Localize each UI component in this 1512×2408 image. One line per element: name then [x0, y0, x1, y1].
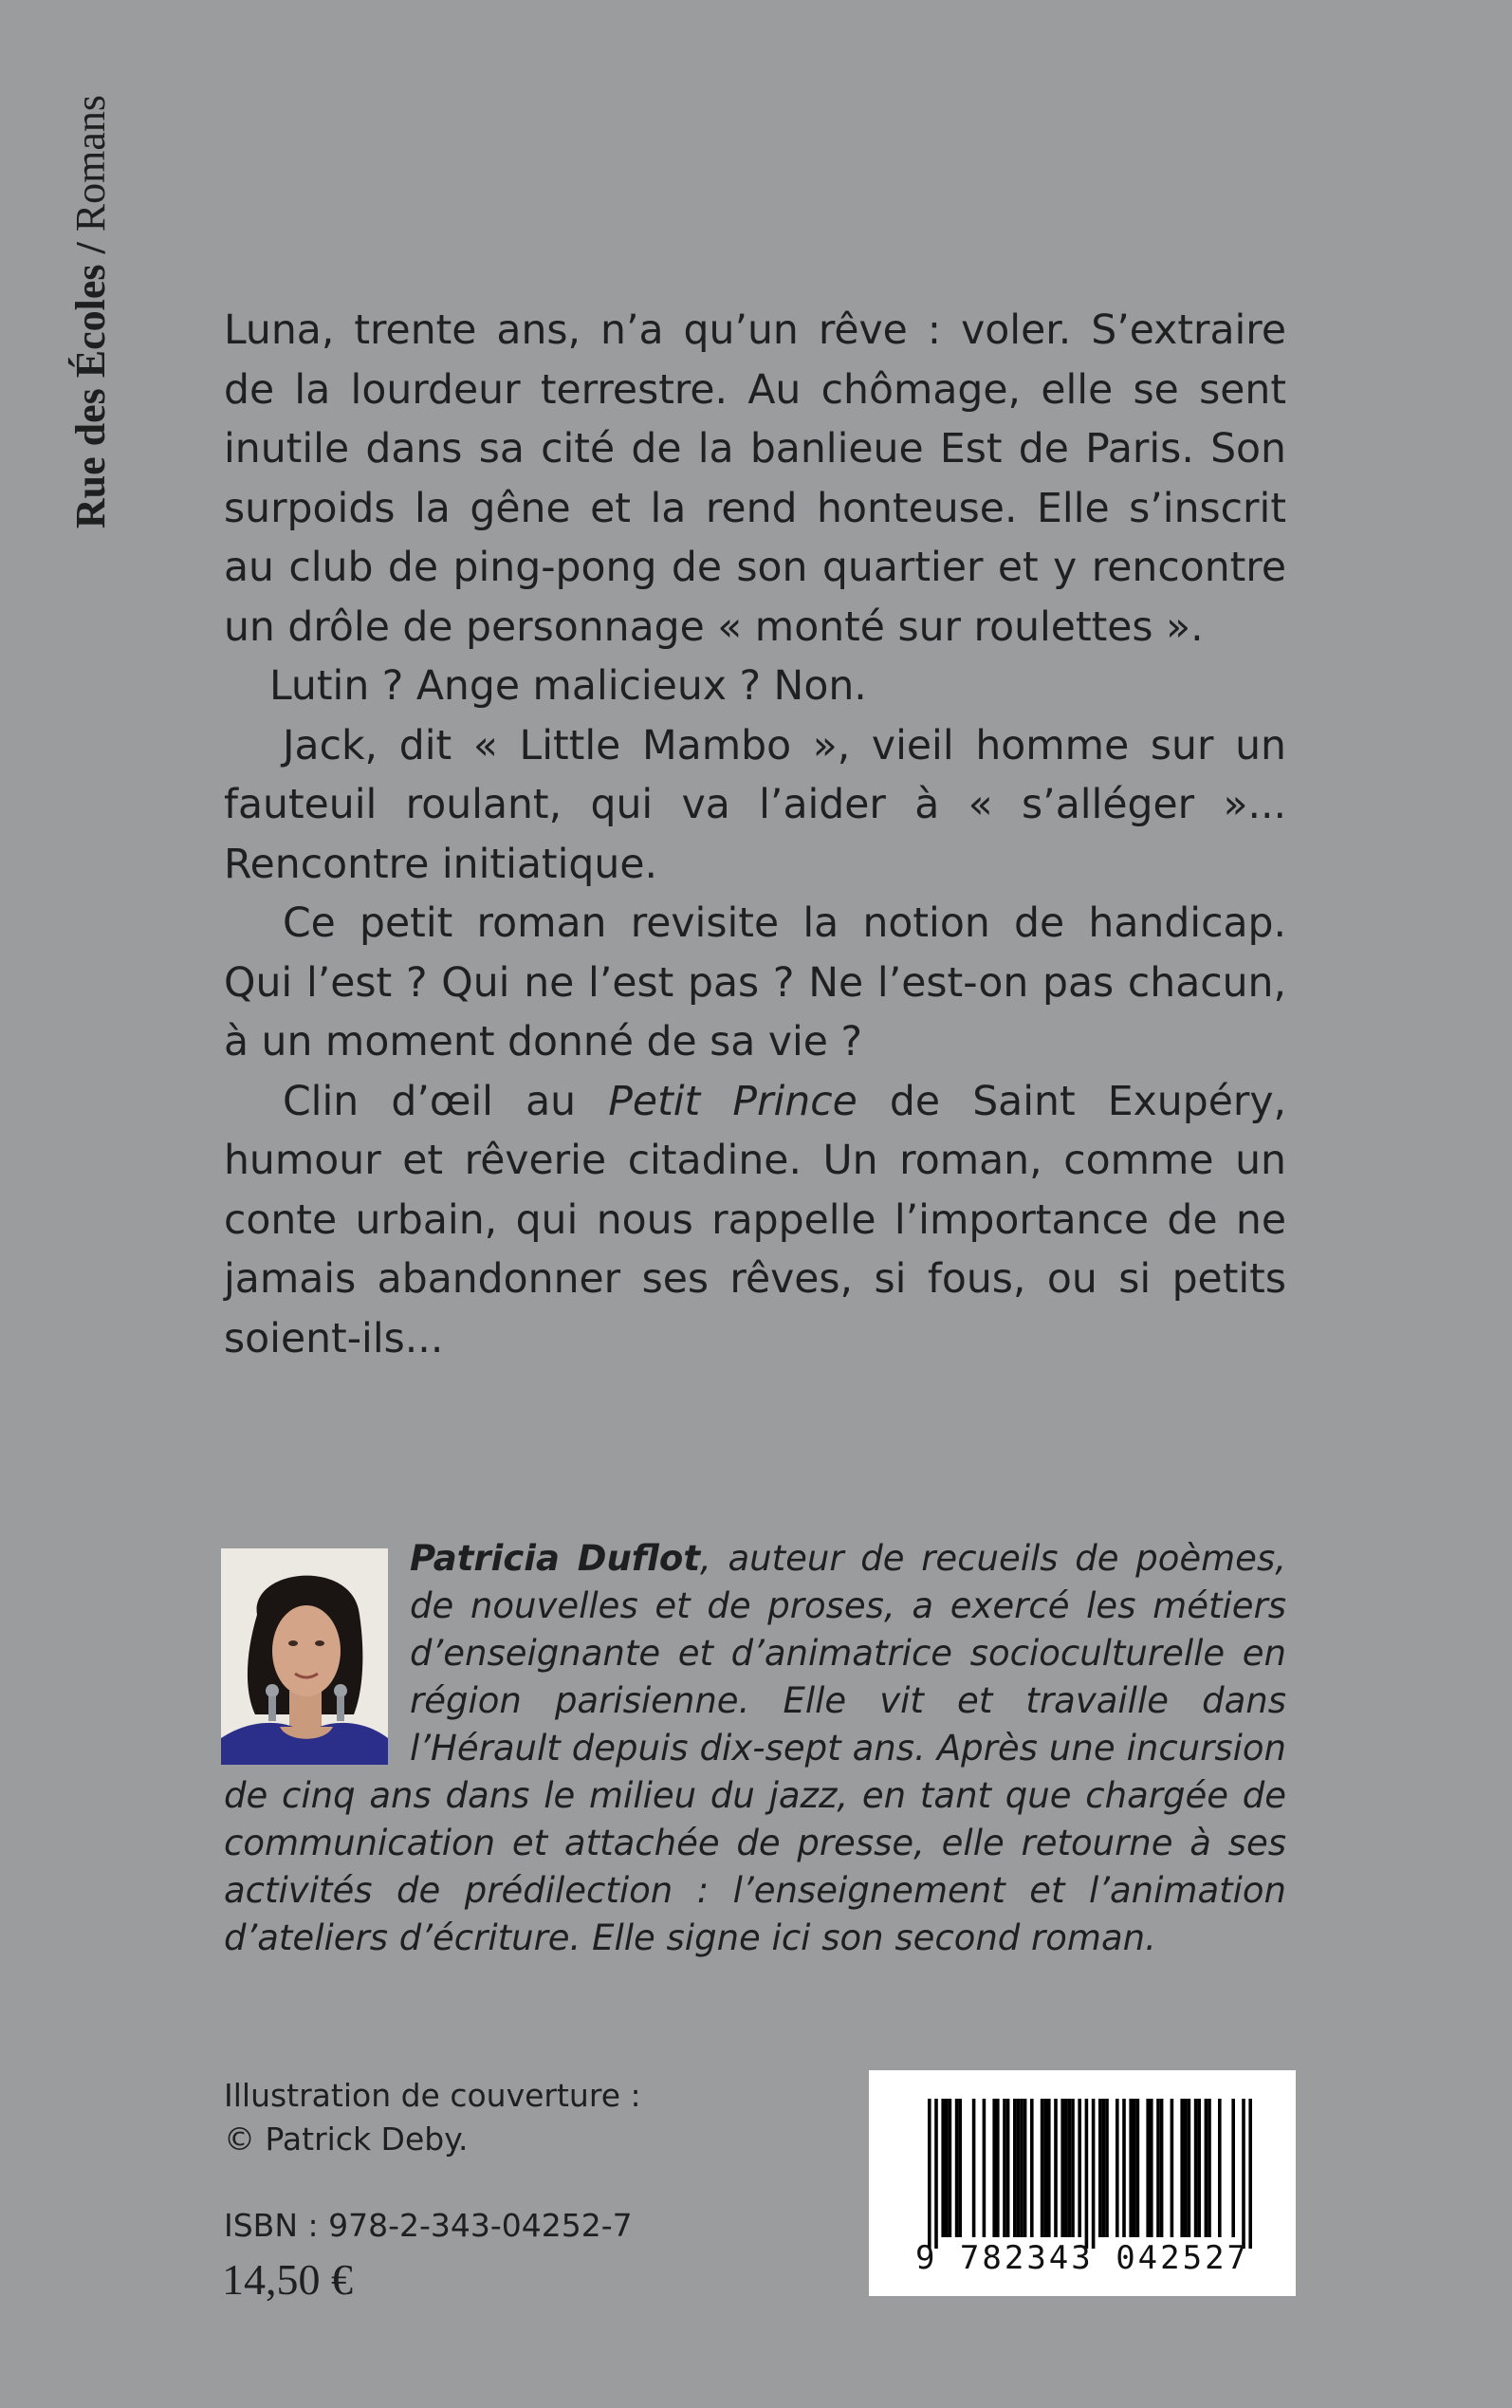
barcode-bar [1006, 2099, 1010, 2237]
barcode-bar [1242, 2099, 1245, 2249]
barcode-bar [958, 2099, 962, 2237]
barcode-bar [1116, 2099, 1119, 2237]
barcode-bar [972, 2099, 976, 2237]
barcode-bar [1150, 2099, 1153, 2237]
collection-name: Romans [67, 95, 114, 232]
blurb-paragraph: Lutin ? Ange malicieux ? Non. [269, 663, 867, 710]
spine-series-title [66, 95, 120, 607]
barcode-bar [1041, 2099, 1044, 2237]
barcode-bar [1003, 2099, 1006, 2237]
barcode-bar [1156, 2099, 1160, 2237]
barcode-digits: 9 782343 042527 [914, 2239, 1250, 2277]
barcode-bar [1133, 2099, 1136, 2237]
barcode-bar [1071, 2099, 1075, 2237]
back-cover-blurb [224, 302, 1286, 1369]
barcode-bar [1146, 2099, 1150, 2237]
barcode-bar [1184, 2099, 1188, 2237]
barcode-bar [1208, 2099, 1211, 2237]
barcode-bar [1180, 2099, 1184, 2237]
barcode-bar [996, 2099, 1000, 2237]
barcode-bar [941, 2099, 945, 2237]
blurb-paragraph: Ce petit roman revisite la notion de handicap. Qui l’est ? Qui ne l’est pas ? Ne l’est-on pas chacun, à un moment donné de sa vie ? [224, 900, 1286, 1065]
barcode-bar [1043, 2099, 1047, 2237]
barcode-bar [1160, 2099, 1164, 2237]
barcode-bar [1064, 2099, 1068, 2237]
barcode-bar [1129, 2099, 1133, 2237]
barcode-bar [1171, 2099, 1174, 2237]
barcode-bar [1078, 2099, 1081, 2237]
biography-text: , auteur de recueils de poèmes, de nouvelles et de proses, a exercé les métiers d’enseignante et d’animatrice socioculturelle en région parisienne. Elle vit et travaille dans l’Hérault depuis dix-sept ans. Après une incursion de cinq ans dans le milieu du jazz, en tant que chargée de communication et attachée de presse, elle retourne à ses activités de prédilection : l’enseignement et l’animation d’ateliers d’écriture. Elle signe ici son second roman. [224, 1538, 1286, 1958]
barcode-bar [1068, 2099, 1072, 2237]
blurb-paragraph: Luna, trente ans, n’a qu’un rêve : voler. S’extraire de la lourdeur terrestre. Au chômage, elle se sent inutile dans sa cité de la banlieue Est de Paris. Son surpoids la gêne et la rend honteuse. Elle s’inscrit au club de ping-pong de son quartier et y rencontre un drôle de personnage « monté sur roulettes ». [224, 307, 1286, 651]
barcode-bar [1020, 2099, 1023, 2237]
blurb-text: de Saint Exupéry, humour et rêverie citadine. Un roman, comme un conte urbain, qui nous rappelle l’importance de ne jamais abandonner ses rêves, si fous, ou si petits soient-ils... [224, 1078, 1286, 1362]
barcode-bar [955, 2099, 959, 2237]
barcode-bar [1197, 2099, 1201, 2237]
barcode-bar [934, 2099, 938, 2249]
barcode-bar [1231, 2099, 1235, 2237]
book-price: 14,50 € [222, 2255, 353, 2304]
book-reference-title: Petit Prince [608, 1078, 857, 1125]
barcode [869, 2070, 1296, 2296]
barcode-bar [1060, 2099, 1064, 2237]
blurb-paragraph: Jack, dit « Little Mambo », vieil homme sur un fauteuil roulant, qui va l’aider à « s’alléger »... Rencontre initiatique. [224, 722, 1286, 888]
credit-artist: © Patrick Deby. [224, 2121, 469, 2158]
barcode-bar [992, 2099, 996, 2237]
barcode-bar [1136, 2099, 1140, 2237]
barcode-bar [928, 2099, 931, 2249]
barcode-bar [949, 2099, 952, 2237]
barcode-bar [1047, 2099, 1051, 2237]
series-separator: / [67, 242, 114, 254]
series-name: Rue des Écoles [67, 264, 114, 529]
barcode-bar [1054, 2099, 1058, 2237]
author-name: Patricia Duflot [410, 1538, 701, 1579]
photo-spacer [224, 1535, 410, 1759]
barcode-bar [1105, 2099, 1109, 2237]
barcode-bar [1194, 2099, 1198, 2237]
blurb-text: Clin d’œil au [283, 1078, 609, 1125]
isbn-number: ISBN : 978-2-343-04252-7 [224, 2207, 633, 2244]
barcode-bar [1085, 2099, 1089, 2249]
barcode-bar [1188, 2099, 1191, 2237]
barcode-bar [1122, 2099, 1126, 2237]
barcode-bar [1248, 2099, 1252, 2249]
author-biography [224, 1535, 1286, 1962]
barcode-bar [1205, 2099, 1208, 2237]
credit-label: Illustration de couverture : [224, 2077, 641, 2114]
barcode-bar [1102, 2099, 1106, 2237]
barcode-bar [1092, 2099, 1096, 2249]
barcode-bar [1030, 2099, 1034, 2237]
cover-credits [224, 2074, 641, 2161]
barcode-bar [1023, 2099, 1027, 2237]
barcode-bar [1218, 2099, 1222, 2237]
blurb-paragraph [224, 1073, 1286, 1370]
barcode-bar [1098, 2099, 1102, 2237]
barcode-bar [1013, 2099, 1017, 2237]
barcode-bar [1017, 2099, 1021, 2237]
barcode-bar [945, 2099, 949, 2237]
barcode-bar [983, 2099, 986, 2237]
